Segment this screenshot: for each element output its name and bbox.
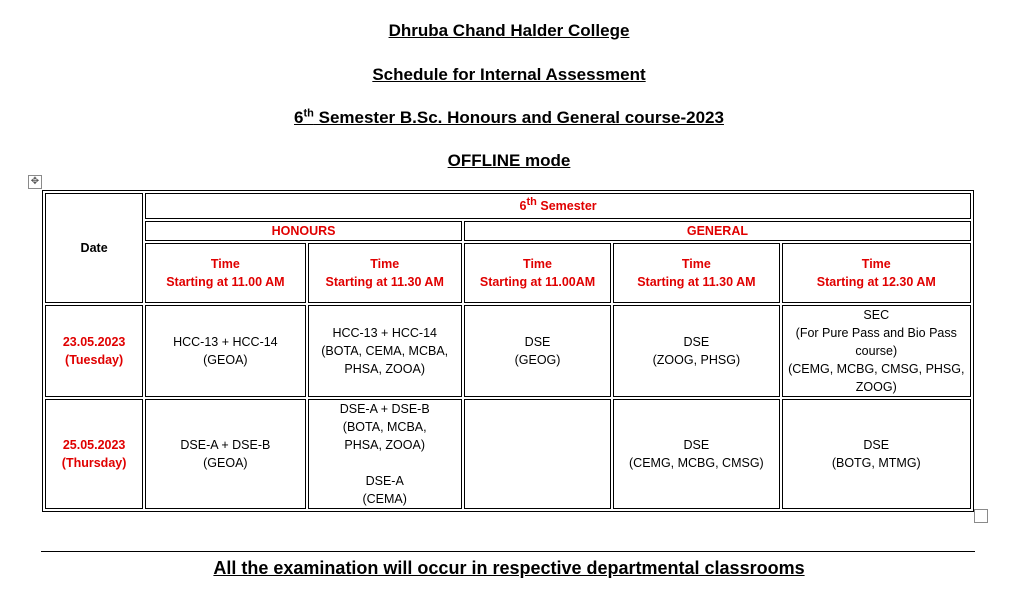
time-header-cell (782, 243, 971, 303)
semester-header-word: Semester (536, 199, 597, 213)
schedule-cell (145, 305, 305, 397)
time-header-cell (613, 243, 779, 303)
table-row (45, 305, 971, 397)
general-header: GENERAL (464, 221, 971, 241)
cell-line: (CEMA) (362, 492, 407, 506)
date-header: Date (45, 193, 143, 303)
cell-line: ZOOG) (855, 380, 897, 394)
semester-title (0, 108, 1018, 128)
honours-header: HONOURS (145, 221, 462, 241)
schedule-cell (308, 305, 462, 397)
schedule-cell (145, 399, 305, 509)
cell-line: (BOTA, CEMA, MCBA, (321, 344, 449, 358)
cell-line: PHSA, ZOOA) (344, 362, 425, 376)
mode-title: OFFLINE mode (447, 151, 571, 170)
semester-number: 6 (294, 108, 304, 127)
exam-date: 25.05.2023 (62, 438, 126, 452)
cell-line: (GEOA) (203, 456, 248, 470)
time-label: Time (861, 257, 891, 271)
cell-line: (CEMG, MCBG, CMSG, PHSG, (788, 362, 965, 376)
schedule-cell (613, 399, 779, 509)
cell-line: (ZOOG, PHSG) (652, 353, 741, 367)
footer-note: All the examination will occur in respective departmental classrooms (213, 558, 805, 578)
cell-line: DSE-A + DSE-B (180, 438, 271, 452)
cell-line (311, 454, 459, 472)
schedule-cell (782, 305, 971, 397)
cell-line: HCC-13 + HCC-14 (332, 326, 437, 340)
schedule-cell (613, 305, 779, 397)
start-time: Starting at 12.30 AM (816, 275, 936, 289)
table-move-handle-icon[interactable]: ✥ (28, 175, 42, 189)
exam-day: (Thursday) (61, 456, 127, 470)
time-label: Time (210, 257, 240, 271)
cell-line: (For Pure Pass and Bio Pass (795, 326, 957, 340)
semester-suffix: th (303, 107, 314, 120)
cell-line: DSE (683, 335, 710, 349)
date-cell (45, 305, 143, 397)
time-header-cell (308, 243, 462, 303)
cell-line: SEC (863, 308, 890, 322)
start-time: Starting at 11.30 AM (637, 275, 756, 289)
time-label: Time (523, 257, 552, 271)
cell-line: (GEOA) (203, 353, 248, 367)
schedule-cell (464, 399, 611, 509)
cell-line: DSE-A + DSE-B (339, 402, 430, 416)
time-header-cell (464, 243, 611, 303)
cell-line: DSE (683, 438, 710, 452)
start-time: Starting at 11.30 AM (325, 275, 444, 289)
cell-line: (GEOG) (514, 353, 561, 367)
footer-divider (41, 551, 975, 552)
cell-line: (BOTA, MCBA, (342, 420, 427, 434)
cell-line: course) (855, 344, 898, 358)
cell-line: HCC-13 + HCC-14 (173, 335, 278, 349)
cell-line: DSE (524, 335, 551, 349)
semester-course: Semester B.Sc. Honours and General course-2023 (313, 108, 724, 127)
schedule-cell (464, 305, 611, 397)
college-name: Dhruba Chand Halder College (388, 21, 630, 40)
cell-line: PHSA, ZOOA) (344, 438, 425, 452)
schedule-cell (782, 399, 971, 509)
schedule-cell (308, 399, 462, 509)
time-label: Time (681, 257, 711, 271)
exam-date: 23.05.2023 (62, 335, 126, 349)
table-resize-handle[interactable] (974, 509, 988, 523)
start-time: Starting at 11.00 AM (166, 275, 285, 289)
exam-day: (Tuesday) (65, 353, 124, 367)
start-time: Starting at 11.00AM (479, 275, 596, 289)
cell-line: (CEMG, MCBG, CMSG) (629, 456, 764, 470)
cell-line: DSE-A (365, 474, 404, 488)
cell-line: (BOTG, MTMG) (831, 456, 921, 470)
table-row (45, 399, 971, 509)
time-header-cell (145, 243, 305, 303)
semester-header-number: 6 (519, 199, 527, 213)
schedule-table (42, 190, 974, 512)
schedule-title: Schedule for Internal Assessment (372, 65, 646, 84)
semester-header-suffix: th (526, 195, 537, 208)
time-label: Time (370, 257, 400, 271)
semester-header (145, 193, 971, 219)
cell-line: DSE (863, 438, 890, 452)
date-cell (45, 399, 143, 509)
